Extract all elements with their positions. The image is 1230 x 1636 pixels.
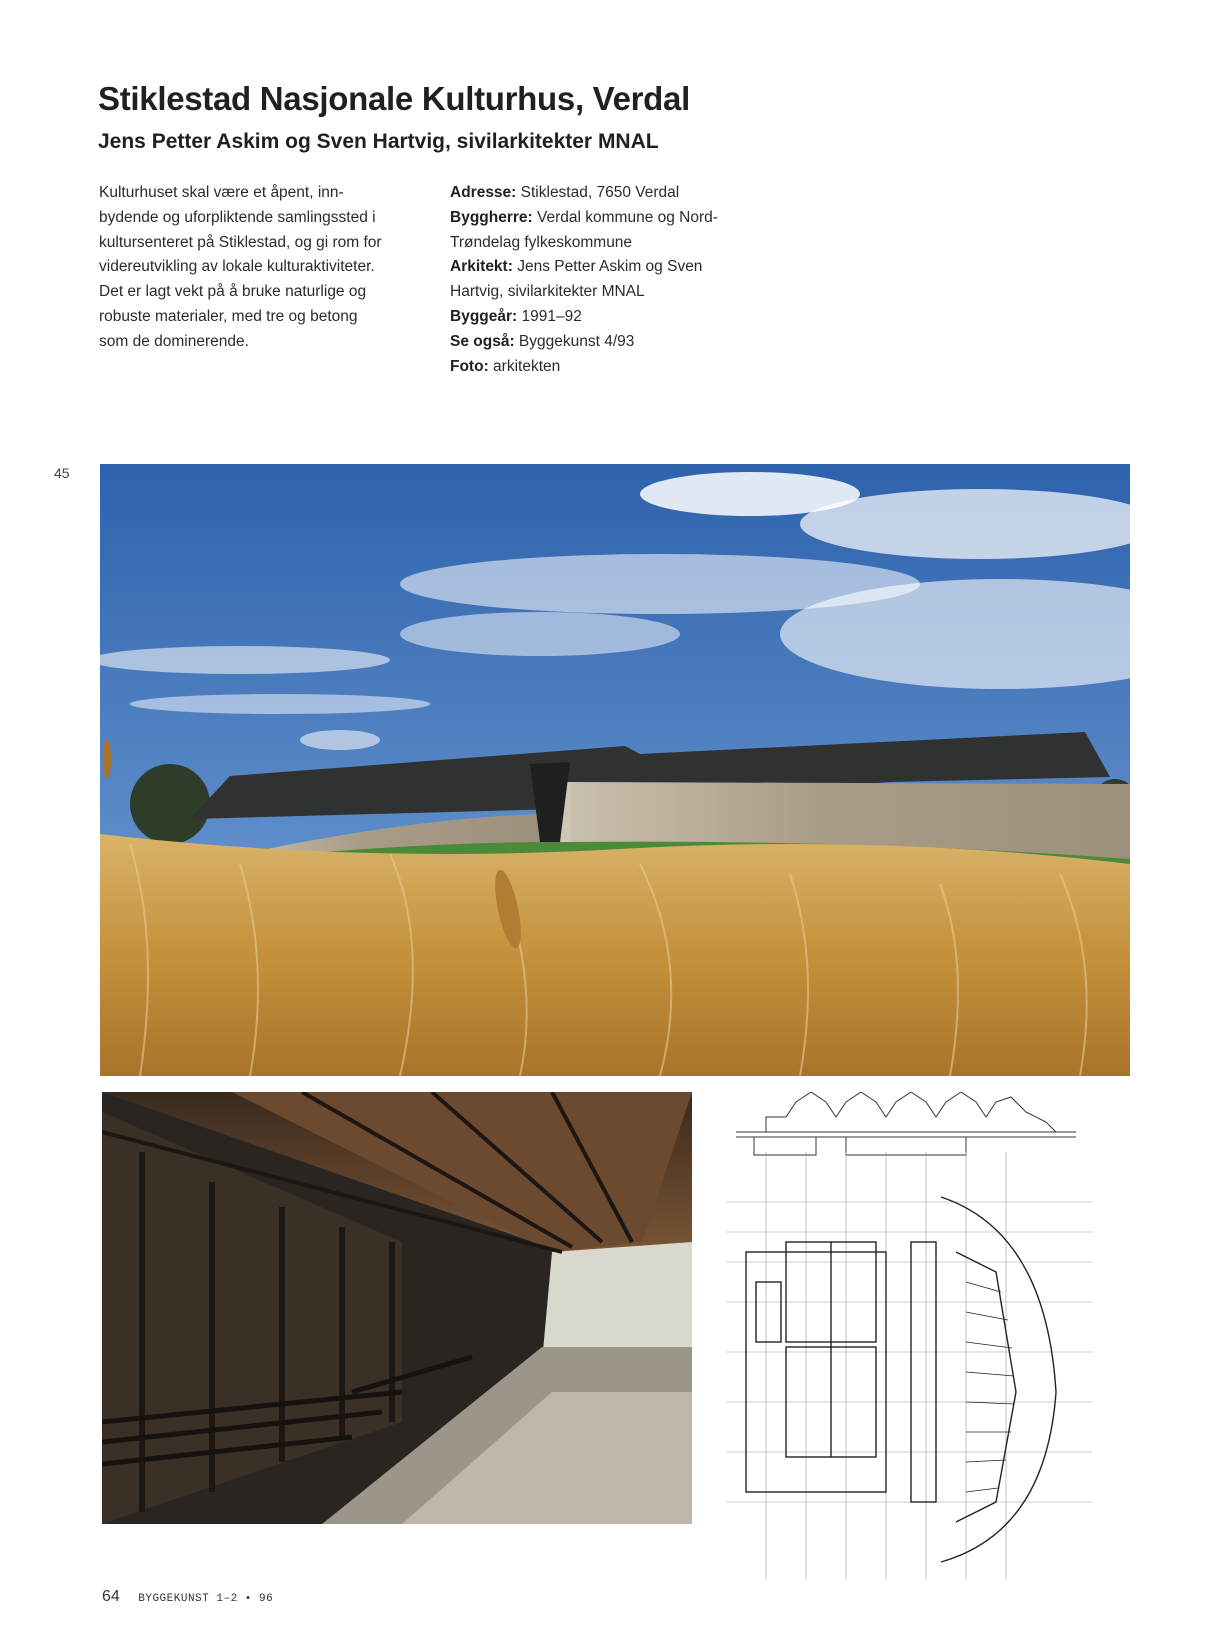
address-label: Adresse: [450,184,517,201]
interior-photo [102,1092,692,1524]
client-label: Byggherre: [450,208,533,226]
client-value: Verdal kommune og Nord- [537,208,718,226]
plan-and-section-drawing [726,1092,1092,1580]
intro-line: bydende og uforpliktende samlingssted i [99,208,376,226]
article-title: Stiklestad Nasjonale Kulturhus, Verdal [98,80,690,117]
see-also-value: Byggekunst 4/93 [518,332,635,350]
architect-value-cont: Hartvig, sivilarkitekter MNAL [450,283,645,301]
architect-label: Arkitekt: [450,258,513,276]
year-value: 1991–92 [521,307,582,325]
see-also-label: Se også: [450,332,515,350]
year-label: Byggeår: [450,307,518,325]
magazine-issue: BYGGEKUNST 1–2 • 96 [138,1593,274,1605]
intro-line: kultursenteret på Stiklestad, og gi rom for [99,233,382,251]
page-number: 64 [102,1588,120,1605]
exterior-photo [100,464,1130,1076]
intro-line: robuste materialer, med tre og betong [99,307,358,325]
project-facts [450,181,760,379]
client-value-cont: Trøndelag fylkeskommune [450,233,633,251]
intro-line: videreutvikling av lokale kulturaktiviteter. [99,258,375,276]
photo-value: arkitekten [493,357,561,375]
intro-text [99,181,429,355]
intro-line: som de dominerende. [99,332,249,350]
address-value: Stiklestad, 7650 Verdal [520,184,680,201]
photo-label: Foto: [450,357,489,375]
intro-line: Kulturhuset skal være et åpent, inn- [99,184,344,201]
architect-value: Jens Petter Askim og Sven [517,258,703,276]
article-subtitle: Jens Petter Askim og Sven Hartvig, sivilarkitekter MNAL [98,130,659,153]
page-footer [102,1588,273,1606]
figure-number: 45 [54,465,70,481]
intro-line: Det er lagt vekt på å bruke naturlige og [99,283,367,301]
